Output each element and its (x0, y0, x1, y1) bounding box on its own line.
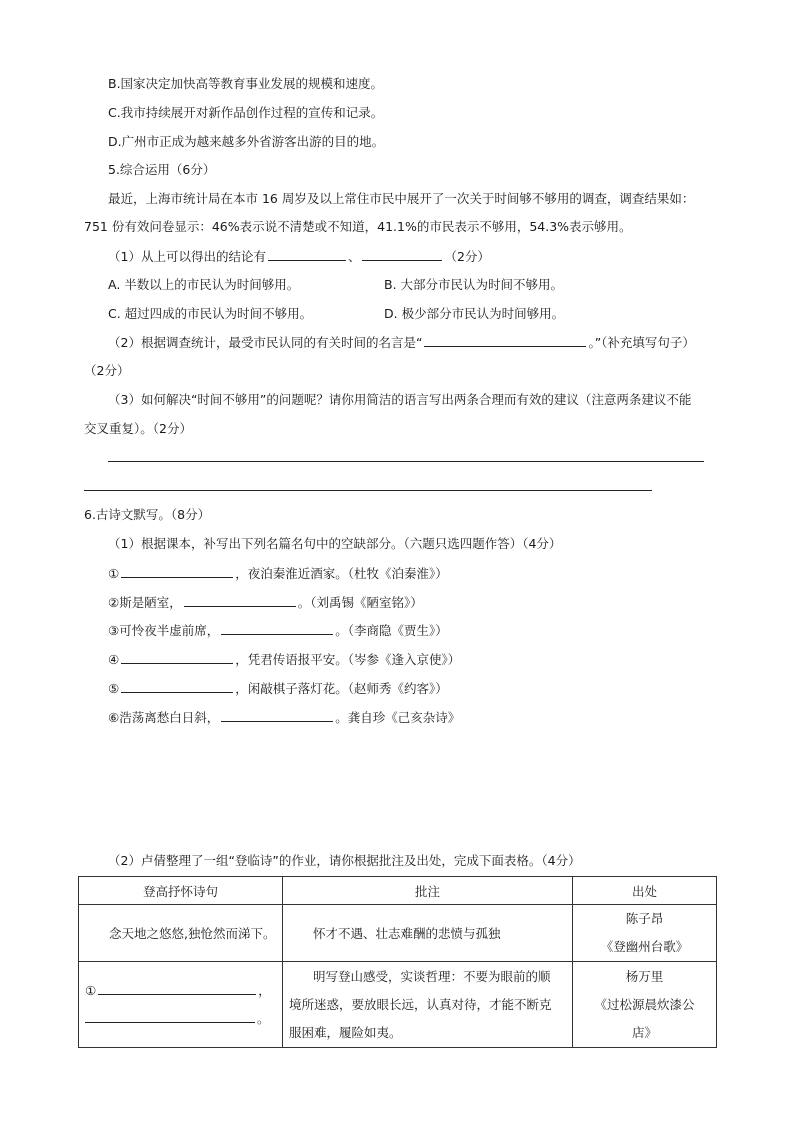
row2-note-line3: 服困难，履险如夷。 (289, 1024, 402, 1040)
table-header-row (79, 877, 717, 905)
answer-line-2[interactable] (84, 490, 652, 491)
row2-poem-blank-2[interactable] (85, 1010, 255, 1023)
q5-sub2-prefix: （2）根据调查统计，最受市民认同的有关时间的名言是“ (108, 335, 423, 350)
option-c: C.我市持续展开对新作品创作过程的宣传和记录。 (108, 105, 384, 120)
q6-item-5-after: ，闲敲棋子落灯花。（赵师秀《约客》） (235, 681, 448, 696)
row1-note-text: 怀才不遇、壮志难酬的悲愤与孤独 (313, 926, 501, 941)
row2-source-title-1: 《过松源晨炊漆公 (594, 996, 695, 1012)
q6-item-2-before: ②斯是陋室， (108, 595, 182, 610)
q6-item-5-blank[interactable] (121, 680, 233, 693)
row2-poem (79, 962, 283, 1048)
q5-sub1-prefix: （1）从上可以得出的结论有 (108, 249, 266, 264)
q5-option-a: A. 半数以上的市民认为时间够用。 (108, 277, 300, 292)
q5-sub3-line2: 交叉重复）。（2分） (84, 421, 192, 436)
q6-item-2-blank[interactable] (184, 594, 296, 607)
q5-sub1-sep: 、 (347, 249, 361, 264)
q6-item-4 (108, 651, 460, 668)
q6-sub2: （2）卢倩整理了一组“登临诗”的作业，请你根据批注及出处，完成下面表格。（4分） (108, 853, 581, 868)
q6-item-5 (108, 680, 448, 697)
q6-item-6-blank[interactable] (221, 709, 333, 722)
row2-poem-prefix: ① (85, 982, 97, 998)
q5-sub2-score: （2分） (84, 363, 130, 378)
q6-item-2 (108, 594, 423, 611)
option-b: B.国家决定加快高等教育事业发展的规模和速度。 (108, 76, 384, 91)
row1-note (283, 905, 573, 962)
row2-note-line1: 明写登山感受，实谈哲理：不要为眼前的顺 (313, 968, 551, 984)
row2-note-line2: 境所迷惑，要放眼长远，认真对待，才能不断克 (289, 996, 552, 1012)
q5-sub3-line1: （3）如何解决“时间不够用”的问题呢？请你用简洁的语言写出两条合理而有效的建议（注意两条建议不能 (108, 392, 692, 407)
q6-item-1-after: ，夜泊秦淮近酒家。（杜牧《泊秦淮》） (235, 566, 448, 581)
row2-source-author: 杨万里 (625, 968, 664, 984)
q5-option-d: D. 极少部分市民认为时间够用。 (384, 306, 565, 321)
header-source: 出处 (573, 877, 717, 905)
poem-table (78, 876, 717, 1048)
row1-source-author: 陈子昂 (625, 911, 664, 926)
row1-poem (79, 905, 283, 962)
answer-line-1[interactable] (108, 461, 704, 462)
q5-sub2-suffix: 。”（补充填写句子） (588, 335, 695, 350)
q5-sub1-blank-2[interactable] (362, 248, 442, 261)
q5-option-b: B. 大部分市民认为时间不够用。 (384, 277, 564, 292)
q6-item-6 (108, 709, 460, 726)
row1-source-title: 《登幽州台歌》 (600, 939, 689, 954)
row2-poem-blank-1[interactable] (98, 982, 256, 995)
q6-item-1-before: ① (108, 566, 120, 581)
q6-item-3-blank[interactable] (221, 622, 333, 635)
q5-sub1 (108, 248, 490, 265)
q6-item-5-before: ⑤ (108, 681, 120, 696)
q6-item-2-after: 。（刘禹锡《陋室铭》） (297, 595, 423, 610)
table-row (79, 962, 717, 1048)
q5-sub1-blank-1[interactable] (268, 248, 346, 261)
q6-item-1 (108, 565, 448, 582)
q5-intro-line2: 751 份有效问卷显示：46%表示说不清楚或不知道，41.1%的市民表示不够用，54.3%表示够用。 (84, 219, 632, 234)
q6-item-6-after: 。龚自珍《己亥杂诗》 (335, 710, 461, 725)
row2-poem-line1 (85, 977, 276, 1005)
q5-sub2 (108, 334, 695, 351)
q6-item-4-before: ④ (108, 652, 120, 667)
q6-item-4-after: ，凭君传语报平安。（岑参《逢入京使》） (235, 652, 461, 667)
header-note: 批注 (283, 877, 573, 905)
option-d: D.广州市正成为越来越多外省游客出游的目的地。 (108, 134, 385, 149)
header-poem: 登高抒怀诗句 (79, 877, 283, 905)
row2-poem-line2 (85, 1005, 276, 1033)
q6-sub1: （1）根据课本，补写出下列名篇名句中的空缺部分。（六题只选四题作答）（4分） (108, 536, 562, 551)
q5-sub1-suffix: （2分） (444, 249, 490, 264)
q5-option-c: C. 超过四成的市民认为时间不够用。 (108, 306, 313, 321)
q5-title: 5.综合运用（6分） (108, 162, 216, 177)
q6-item-3-before: ③可怜夜半虚前席， (108, 623, 220, 638)
table-row (79, 905, 717, 962)
q5-sub2-blank[interactable] (424, 334, 586, 347)
q6-item-3-after: 。（李商隐《贾生》） (335, 623, 448, 638)
row2-poem-comma: ， (258, 982, 271, 998)
row1-source (573, 905, 717, 962)
row2-note (283, 962, 573, 1048)
row2-poem-period: 。 (257, 1010, 270, 1026)
row2-source-title-2: 店》 (631, 1024, 657, 1040)
q6-title: 6.古诗文默写。（8分） (84, 507, 211, 522)
q6-item-6-before: ⑥浩荡离愁白日斜， (108, 710, 220, 725)
q6-item-4-blank[interactable] (121, 651, 233, 664)
row2-source (573, 962, 717, 1048)
q5-intro-line1: 最近，上海市统计局在本市 16 周岁及以上常住市民中展开了一次关于时间够不够用的调查，调查结果如： (108, 191, 695, 206)
q6-item-3 (108, 622, 448, 639)
q6-item-1-blank[interactable] (121, 565, 233, 578)
row1-poem-text: 念天地之悠悠,独怆然而涕下。 (109, 926, 276, 941)
